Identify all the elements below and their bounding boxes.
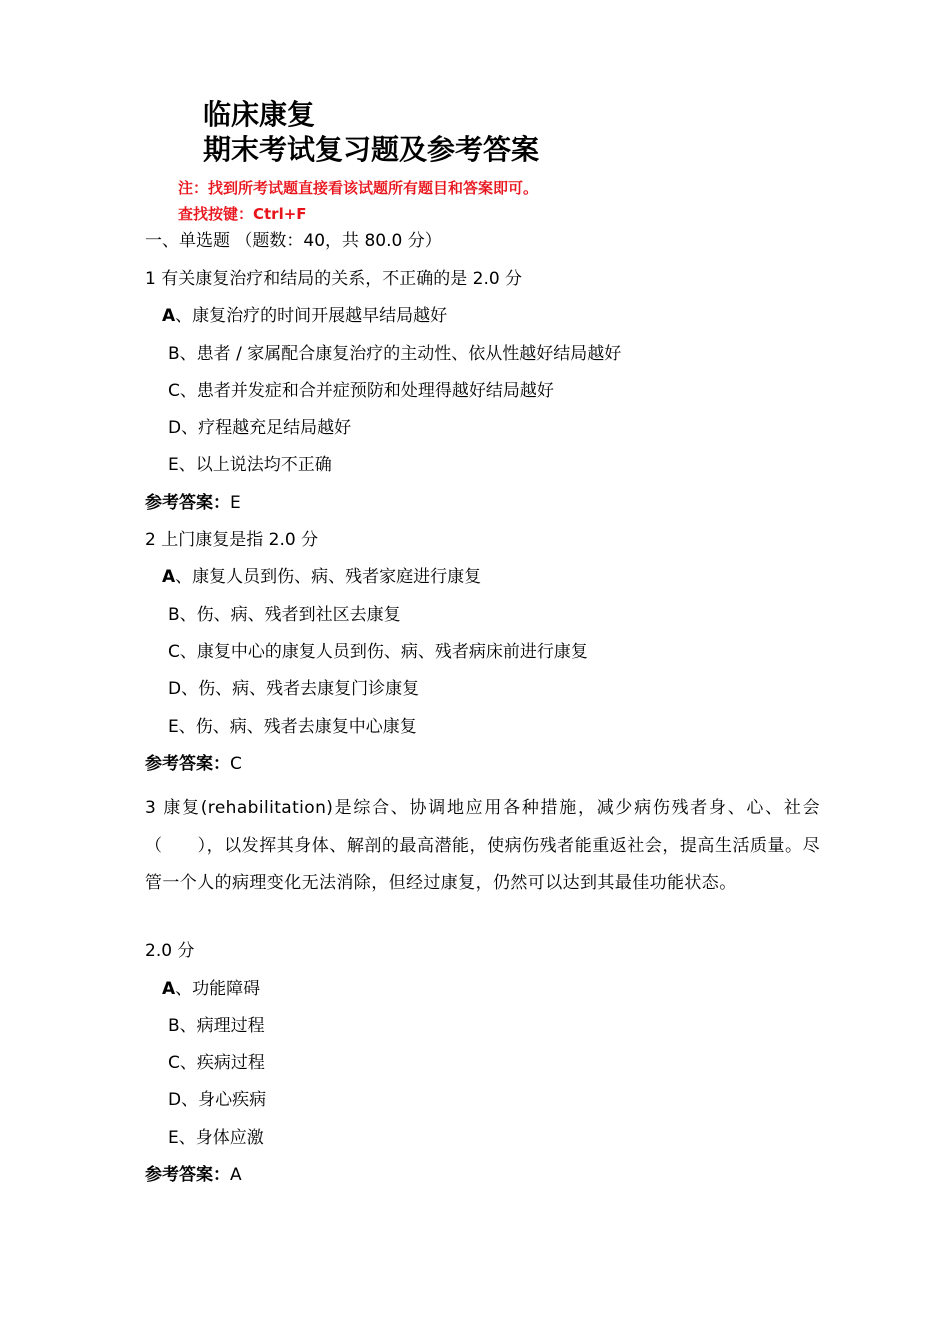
option-text: 身心疾病: [198, 1090, 267, 1110]
search-shortcut-note: 查找按键：Ctrl+F: [178, 205, 307, 223]
option-text: 康复中心的康复人员到伤、病、残者病床前进行康复: [196, 642, 588, 662]
question-3-option-d: [168, 1088, 266, 1112]
question-2-answer: [145, 752, 242, 776]
question-3-option-a: [162, 977, 260, 1001]
section-heading: 一、单选题 （题数：40，共 80.0 分）: [145, 231, 442, 251]
answer-value: C: [230, 754, 242, 774]
question-1-stem: 1 有关康复治疗和结局的关系，不正确的是 2.0 分: [145, 269, 523, 289]
option-text: 康复治疗的时间开展越早结局越好: [192, 306, 448, 326]
option-text: 身体应激: [195, 1128, 264, 1148]
option-text: 患者并发症和合并症预防和处理得越好结局越好: [196, 381, 554, 401]
option-letter: B: [168, 344, 180, 364]
question-3-option-b: [168, 1014, 265, 1038]
question-1-option-b: [168, 342, 621, 366]
answer-label: 参考答案：: [145, 754, 230, 774]
answer-label: 参考答案：: [145, 1165, 230, 1185]
option-separator: 、: [179, 642, 197, 662]
option-letter: C: [168, 642, 180, 662]
doc-subtitle: 期末考试复习题及参考答案: [203, 133, 540, 166]
option-letter: E: [168, 455, 179, 475]
question-2-option-d: [168, 677, 419, 701]
option-letter: C: [168, 1053, 180, 1073]
question-1-option-d: [168, 416, 351, 440]
option-text: 疗程越充足结局越好: [198, 418, 352, 438]
option-text: 病理过程: [196, 1016, 265, 1036]
doc-title: 临床康复: [203, 98, 316, 131]
option-separator: 、: [179, 1016, 197, 1036]
option-separator: 、: [179, 1053, 197, 1073]
option-text: 以上说法均不正确: [195, 455, 332, 475]
search-note: 注：找到所考试题直接看该试题所有题目和答案即可。: [178, 179, 539, 197]
option-separator: 、: [175, 979, 193, 999]
option-letter: D: [168, 1090, 182, 1110]
option-letter: E: [168, 717, 179, 737]
option-letter: E: [168, 1128, 179, 1148]
question-2-option-b: [168, 603, 401, 627]
option-text: 伤、病、残者去康复门诊康复: [198, 679, 420, 699]
question-2-option-c: [168, 640, 588, 664]
question-2-stem: 2 上门康复是指 2.0 分: [145, 530, 319, 550]
question-3-option-c: [168, 1051, 265, 1075]
option-separator: 、: [175, 306, 193, 326]
option-text: 伤、病、残者到社区去康复: [196, 605, 401, 625]
option-separator: 、: [175, 567, 193, 587]
option-letter: B: [168, 605, 180, 625]
question-3-score: 2.0 分: [145, 941, 195, 961]
question-1-option-a: [162, 304, 447, 328]
answer-value: E: [230, 493, 241, 513]
question-2-option-a: [162, 565, 481, 589]
option-letter: B: [168, 1016, 180, 1036]
option-letter: A: [162, 979, 176, 999]
question-1-option-e: [168, 453, 332, 477]
option-separator: 、: [181, 418, 199, 438]
option-text: 伤、病、残者去康复中心康复: [195, 717, 417, 737]
option-separator: 、: [178, 455, 196, 475]
option-text: 康复人员到伤、病、残者家庭进行康复: [192, 567, 482, 587]
question-2-option-e: [168, 715, 417, 739]
option-separator: 、: [181, 1090, 199, 1110]
option-text: 患者 / 家属配合康复治疗的主动性、依从性越好结局越好: [196, 344, 622, 364]
question-3-stem: 3 康复(rehabilitation)是综合、协调地应用各种措施，减少病伤残者身、心、社会（ ），以发挥其身体、解剖的最高潜能，使病伤残者能重返社会，提高生活质量。尽管一个人的病理变化无法消除，但经过康复，仍然可以达到其最佳功能状态。: [145, 798, 820, 893]
option-separator: 、: [181, 679, 199, 699]
option-letter: A: [162, 567, 176, 587]
option-letter: D: [168, 418, 182, 438]
question-1-option-c: [168, 379, 554, 403]
option-text: 疾病过程: [196, 1053, 265, 1073]
option-text: 功能障碍: [192, 979, 261, 999]
option-separator: 、: [179, 381, 197, 401]
option-letter: A: [162, 306, 176, 326]
answer-value: A: [230, 1165, 242, 1185]
option-separator: 、: [178, 717, 196, 737]
question-3-answer: [145, 1163, 242, 1187]
option-letter: C: [168, 381, 180, 401]
question-3-option-e: [168, 1126, 264, 1150]
option-separator: 、: [178, 1128, 196, 1148]
answer-label: 参考答案：: [145, 493, 230, 513]
option-letter: D: [168, 679, 182, 699]
option-separator: 、: [179, 605, 197, 625]
option-separator: 、: [179, 344, 197, 364]
question-1-answer: [145, 491, 241, 515]
